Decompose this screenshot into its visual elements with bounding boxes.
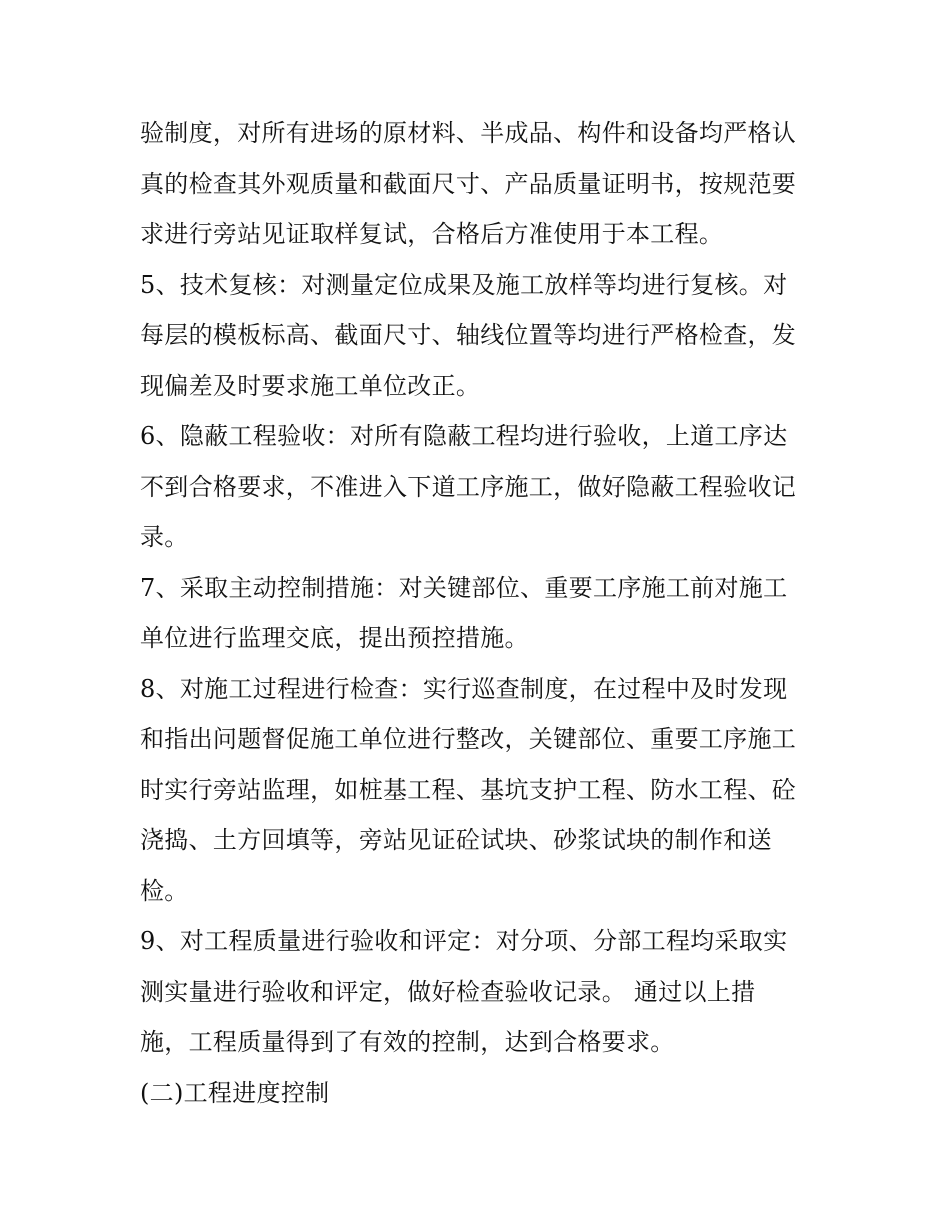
text-line: 录。 — [140, 523, 189, 551]
section-heading-progress-control: (二)工程进度控制 — [140, 1078, 330, 1107]
text-line: 测实量进行验收和评定，做好检查验收记录。 通过以上措 — [140, 977, 756, 1006]
item-9-quality-acceptance: 9、对工程质量进行验收和评定：对分项、分部工程均采取实 — [140, 927, 788, 955]
item-8-construction-inspection: 8、对施工过程进行检查：实行巡查制度，在过程中及时发现 — [140, 674, 788, 703]
text-line: 真的检查其外观质量和截面尺寸、产品质量证明书，按规范要 — [140, 169, 797, 198]
item-6-concealed-works-acceptance: 6、隐蔽工程验收：对所有隐蔽工程均进行验收，上道工序达 — [140, 422, 788, 450]
text-line: 现偏差及时要求施工单位改正。 — [140, 371, 481, 400]
text-line: 不到合格要求，不准进入下道工序施工，做好隐蔽工程验收记 — [140, 472, 797, 501]
text-line: 单位进行监理交底，提出预控措施。 — [140, 624, 529, 652]
item-5-technical-review: 5、技术复核：对测量定位成果及施工放样等均进行复核。对 — [140, 270, 788, 299]
document-body — [140, 108, 820, 1118]
text-line: 浇捣、土方回填等，旁站见证砼试块、砂浆试块的制作和送 — [140, 826, 772, 854]
text-line: 和指出问题督促施工单位进行整改，关键部位、重要工序施工 — [140, 725, 797, 753]
text-line: 检。 — [140, 876, 189, 905]
text-line: 每层的模板标高、截面尺寸、轴线位置等均进行严格检查，发 — [140, 321, 797, 349]
text-line: 验制度，对所有进场的原材料、半成品、构件和设备均严格认 — [140, 119, 797, 147]
text-line: 施，工程质量得到了有效的控制，达到合格要求。 — [140, 1028, 675, 1056]
item-7-active-control-measures: 7、采取主动控制措施：对关键部位、重要工序施工前对施工 — [140, 573, 788, 602]
text-line: 求进行旁站见证取样复试，合格后方准使用于本工程。 — [140, 220, 724, 248]
text-line: 时实行旁站监理，如桩基工程、基坑支护工程、防水工程、砼 — [140, 775, 797, 804]
